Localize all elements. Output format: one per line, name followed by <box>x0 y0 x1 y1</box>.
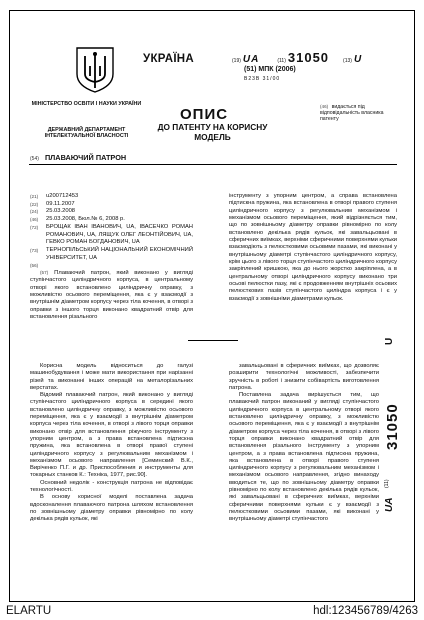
patent-code-right: (13) <box>343 58 352 64</box>
department-name: ДЕРЖАВНИЙ ДЕПАРТАМЕНТ ІНТЕЛЕКТУАЛЬНОЇ ВЛАСНОСТІ <box>44 127 129 140</box>
invention-title-text: ПЛАВАЮЧИЙ ПАТРОН <box>44 153 127 162</box>
mpk-class: B23B 31/00 <box>244 76 281 82</box>
patent-code-mid: (11) <box>277 58 286 64</box>
patent-code-left: (19) <box>232 58 241 64</box>
claims-right: інструменту з упорним центром, а справа встановлена підтискна пружина, яка встановлена в отворі правого ступеня циліндричного корпусу з регулювальним механізмом і механізмом осьового переміщення, який відрізняється тим, що по зовнішньому діаметру оправки рівномірно по колу встановлено декілька рядів кульок, які завальцьовані в сферичних виїмках, верхніми сферичними поверхнями кульки взаємодіють з пелюстковими осьовими пазами, які виконані у внутрішньому діаметрі ступінчастого циліндричного корпусу, крім цього з лівого торця ступінчастого циліндричного корпусу закріплений кришкою, яка до нього жорстко закріплена, а в центральному отворі циліндричного корпусу виконано три осьові пелюстки пазу, які є продовженням внутрішніх осьових пелюсткових пазів ступінчастого циліндра корпуса і є у взаємодії з зовнішніми діаметрами кульок. <box>229 193 397 302</box>
claims-text: Плаваючий патрон, який виконано у вигляді ступінчастого циліндричного корпуса, в центральному отворі якого встановлено циліндричну оправку, з можливістю осьового переміщення, яка є у взаємодії з внутрішнім діаметром корпусу через тіла кочення, в отворі з оправки з іншого торця виконано квадратний отвір для встановлення різального <box>30 270 193 321</box>
paragraph: Основний недолік - конструкція патрона не відповідає технологічності. <box>30 479 193 494</box>
note-code: (46) <box>320 104 329 109</box>
claims-divider <box>188 340 238 341</box>
biblio-row <box>30 208 193 216</box>
biblio-code: (73) <box>30 247 39 253</box>
patent-number-block <box>232 50 382 65</box>
side-country-code: UA <box>384 497 395 512</box>
footer-handle: hdl:123456789/4263 <box>313 605 418 617</box>
trident-emblem-icon <box>73 44 117 94</box>
note-text: видається під відповідальність власника патенту <box>320 104 384 123</box>
document-heading: ОПИС <box>180 106 229 123</box>
patent-kind: U <box>353 54 362 65</box>
biblio-row <box>30 224 193 247</box>
biblio-code: (72) <box>30 224 39 230</box>
claims-left <box>30 269 193 321</box>
biblio-row <box>30 216 193 224</box>
biblio-value: 25.03.2008, Бюл.№ 6, 2008 р. <box>46 216 125 223</box>
paragraph: В основу корисної моделі поставлена задача вдосконалення плаваючого патрона шляхом встановлення по зовнішньому діаметру оправки рівномірно по колу декілька рядів кульок, які <box>30 494 193 523</box>
biblio-row <box>30 201 193 209</box>
biblio-row <box>30 247 193 262</box>
biblio-code: (22) <box>30 201 39 207</box>
invention-title-code: (54) <box>30 156 39 162</box>
country-name: УКРАЇНА <box>143 53 195 65</box>
side-patent-number: 31050 <box>384 403 401 450</box>
claims-code: (57) <box>40 270 49 275</box>
paragraph: завальцьовані в сферичних виїмках, що дозволяє розширити технологічні можливості, забезпечити зручність в роботі і знизити собівартість виготовлення патрона. <box>229 363 379 391</box>
invention-title <box>30 153 126 162</box>
biblio-code: (21) <box>30 194 39 199</box>
biblio-value: БРОЩАК ІВАН ІВАНОВИЧ, UA, ІВАСЕЧКО РОМАН РОМАНОВИЧ, UA, ЛЯЩУК ОЛЕГ ЛЕОНТІЙОВИЧ, UA, ГЕВКО РОМАН БОГДАНОВИЧ, UA <box>46 223 193 246</box>
description-column-left <box>30 363 193 524</box>
patent-country-code: UA <box>242 54 260 65</box>
biblio-value: ТЕРНОПІЛЬСЬКИЙ НАЦІОНАЛЬНИЙ ЕКОНОМІЧНИЙ УНІВЕРСИТЕТ, UA <box>46 246 193 261</box>
patent-number: 31050 <box>287 50 330 65</box>
biblio-value: 09.11.2007 <box>46 200 75 207</box>
paragraph: Поставлена задача вирішується тим, що плаваючий патрон виконаний у вигляді ступінчастого циліндричного корпуса в центральному отворі якого встановлено циліндричну оправку, з можливістю осьового переміщення, яка є у взаємодії з внутрішнім діаметром корпуса через тіла кочення, в отворі з лівого торця оправки виконано квадратний отвір для встановлення різального інструменту з упорним центром, а з права встановлена підтискна пружина, яка встановлена в отворі правого ступеня циліндричного корпусу з регулювальним механізмом і механізмом осьового направлення, згідно винаходу вводиться те, що по зовнішньому діаметру оправки рівномірно по колу встановлено декілька рядів кульок, які завальцьовані в сферичних виїмках, верхніми сферичними поверхнями кульки є у взаємодії з пелюстковими осьовими пазами, які виконані у внутрішньому діаметрі ступінчастого <box>229 392 379 523</box>
paragraph: Відомий плаваючий патрон, який виконано у вигляді ступінчастого циліндричного корпуса в середині якого встановлено циліндричну оправку, з можливістю осьового переміщення, яка є у взаємодії з внутрішнім діаметром корпуса через тіла кочення, в отворі з лівого торця оправки виконано отвір для встановлення ріжучого інструменту з упорним центром, а з права встановлена підтискна пружина, яка встановлена в отворі правої ступені циліндричного корпусу з регулювальним механізмом і механізмом осьового направлення [Семинский В.К., Виріченко П.Г. и др. Приспособления и инструменты для токарных станков К.: Техніка, 1977, рис.90]. <box>30 392 193 479</box>
side-kind-code: U <box>384 337 395 345</box>
mpk-label: (51) МПК (2006) <box>244 66 296 73</box>
side-code: (11) <box>384 479 390 488</box>
biblio-code: (56) <box>30 263 39 269</box>
bibliographic-data <box>30 193 193 270</box>
header-divider <box>29 164 397 165</box>
biblio-code: (24) <box>30 209 39 215</box>
biblio-code: (46) <box>30 217 39 223</box>
biblio-value: u200712453 <box>46 193 79 199</box>
footer-source: ELARTU <box>6 605 52 617</box>
ministry-name: МІНІСТЕРСТВО ОСВІТИ І НАУКИ УКРАЇНИ <box>31 101 142 107</box>
paragraph: Корисна модель відноситься до галузі машинобудування і може мати використання при нарізанні різей та виконанні інших операцій на металорізальних верстатах. <box>30 363 193 391</box>
document-subtitle: ДО ПАТЕНТУ НА КОРИСНУ МОДЕЛЬ <box>157 122 268 142</box>
biblio-row <box>30 193 193 201</box>
biblio-value: 25.03.2008 <box>46 208 76 215</box>
responsibility-note <box>320 104 395 123</box>
description-column-right <box>229 363 379 524</box>
